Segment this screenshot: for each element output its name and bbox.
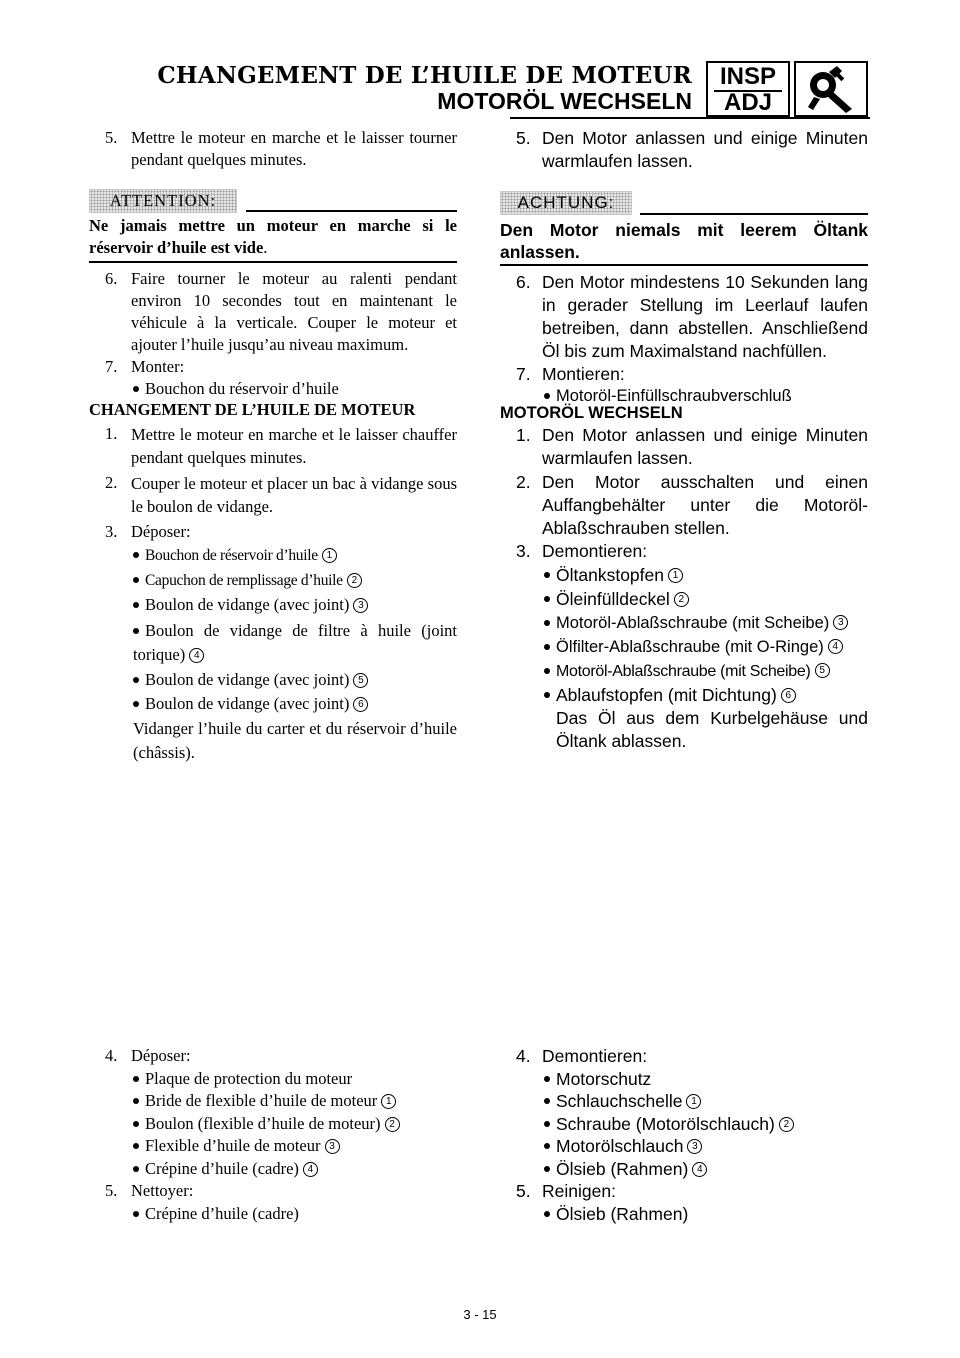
step-number: 5. xyxy=(105,1181,118,1200)
badge-bottom-text: ADJ xyxy=(723,89,772,116)
bullet xyxy=(544,572,550,578)
fr-step-7 xyxy=(105,356,457,378)
bullet xyxy=(133,602,139,608)
callout-number: 3 xyxy=(353,598,368,613)
item-text: Crépine d’huile (cadre) xyxy=(145,1159,299,1178)
step-text: Monter: xyxy=(131,357,185,376)
item-text: Flexible d’huile de moteur xyxy=(145,1136,321,1155)
callout-number: 2 xyxy=(779,1117,794,1132)
callout-number: 1 xyxy=(322,548,337,563)
callout-number: 1 xyxy=(381,1094,396,1109)
fr-step-6 xyxy=(105,268,457,356)
item-text: Bouchon de réservoir d’huile xyxy=(145,547,318,564)
bullet xyxy=(133,1211,139,1217)
list-item xyxy=(133,594,368,616)
step-text: Demontieren: xyxy=(542,541,648,561)
list-item xyxy=(544,588,689,611)
item-text: Motoröl-Ablaßschraube (mit Scheibe) xyxy=(556,614,830,632)
bullet xyxy=(544,596,550,602)
step-text: Mettre le moteur en marche et le laisser tourner pendant quelques minutes. xyxy=(131,128,457,169)
bullet xyxy=(133,1121,139,1127)
column-german xyxy=(500,127,868,1227)
bullet xyxy=(544,1166,550,1172)
item-text: Ablaufstopfen (mit Dichtung) xyxy=(556,685,777,705)
list-item xyxy=(133,1135,340,1157)
step-text: Den Motor ausschalten und einen Auffangbehälter unter die Motoröl-Ablaßschrauben stellen. xyxy=(542,472,868,538)
step-number: 5. xyxy=(105,128,118,147)
badge-top-text: INSP xyxy=(719,63,776,90)
step-text: Faire tourner le moteur au ralenti pendant environ 10 secondes tout en maintenant le véhicule à la verticale. Couper le moteur et ajouter l’huile jusqu’au niveau maximum. xyxy=(131,269,457,354)
bullet xyxy=(133,1143,139,1149)
list-item xyxy=(133,669,368,691)
caution-period: . xyxy=(263,238,268,257)
list-item xyxy=(133,619,457,667)
wrench-icon xyxy=(796,63,866,115)
callout-number: 4 xyxy=(303,1162,318,1177)
callout-number: 5 xyxy=(815,663,830,678)
bullet xyxy=(544,692,550,698)
item-text: Motorölschlauch xyxy=(556,1136,684,1156)
step-text: Couper le moteur et placer un bac à vidange sous le boulon de vidange. xyxy=(131,474,457,516)
item-text: Crépine d’huile (cadre) xyxy=(145,1204,299,1223)
item-text: Boulon de vidange (avec joint) xyxy=(145,595,350,614)
callout-number: 4 xyxy=(692,1162,707,1177)
callout-number: 3 xyxy=(833,615,848,630)
callout-number: 6 xyxy=(781,688,796,703)
insp-adj-badge xyxy=(706,61,790,117)
list-item xyxy=(544,636,843,659)
item-text: Plaque de protection du moteur xyxy=(145,1069,353,1088)
bullet xyxy=(544,1076,550,1082)
item-text: Boulon (flexible d’huile de moteur) xyxy=(145,1114,381,1133)
item-text: Boulon de vidange (avec joint) xyxy=(145,670,350,689)
step-text: Reinigen: xyxy=(542,1181,616,1201)
fr-clean-step-5 xyxy=(105,1180,457,1202)
de-clean-step-5 xyxy=(516,1180,868,1203)
item-text: Bouchon du réservoir d’huile xyxy=(145,379,339,398)
list-item xyxy=(133,1090,396,1112)
bullet xyxy=(544,393,550,399)
bullet xyxy=(133,628,139,634)
step-text: Nettoyer: xyxy=(131,1181,194,1200)
list-item xyxy=(133,570,362,592)
fr-caution-text xyxy=(89,215,457,259)
page-number: 3 - 15 xyxy=(463,1307,497,1322)
item-text: Boulon de vidange (avec joint) xyxy=(145,694,350,713)
fr-change-step-2 xyxy=(105,472,457,518)
list-item xyxy=(544,1090,701,1113)
list-item xyxy=(544,1113,794,1136)
de-step-6 xyxy=(516,271,868,363)
header-rule xyxy=(510,117,870,119)
step-number: 2. xyxy=(105,473,118,492)
fr-subheading: CHANGEMENT DE L’HUILE DE MOTEUR xyxy=(89,400,416,419)
de-caution-rule-bottom xyxy=(500,264,868,266)
step-text: Den Motor anlassen und einige Minuten warmlaufen lassen. xyxy=(542,128,868,171)
step-number: 6. xyxy=(105,269,118,288)
item-text: Ölsieb (Rahmen) xyxy=(556,1204,689,1224)
item-text: Ölsieb (Rahmen) xyxy=(556,1159,689,1179)
bullet xyxy=(544,1211,550,1217)
list-item xyxy=(544,564,683,587)
de-change-step-3 xyxy=(516,540,868,563)
de-change-step-1 xyxy=(516,424,868,470)
fr-caution-label: ATTENTION: xyxy=(89,189,237,213)
item-text: Capuchon de remplissage d’huile xyxy=(145,572,343,589)
bullet xyxy=(133,386,139,392)
item-text: Motorschutz xyxy=(556,1069,652,1089)
list-item xyxy=(133,1068,352,1090)
de-step-7 xyxy=(516,363,868,386)
fr-drain-note xyxy=(133,717,457,765)
callout-number: 2 xyxy=(347,573,362,588)
callout-number: 2 xyxy=(674,592,689,607)
list-item xyxy=(133,545,337,567)
step-text: Den Motor mindestens 10 Sekunden lang in gerader Stellung im Leerlauf laufen betreiben, dann abstellen. Anschließend Öl bis zum Maximalstand nachfüllen. xyxy=(542,272,868,361)
list-item xyxy=(544,612,848,635)
fr-change-step-1 xyxy=(105,423,457,469)
callout-number: 3 xyxy=(325,1139,340,1154)
callout-number: 3 xyxy=(687,1139,702,1154)
de-caution-rule-top xyxy=(640,213,868,215)
list-item xyxy=(544,1158,707,1181)
list-item xyxy=(133,693,368,715)
step-number: 6. xyxy=(516,272,531,292)
step-number: 4. xyxy=(105,1046,118,1065)
fr-caution-rule-bottom xyxy=(89,261,457,263)
page-title-de: MOTORÖL WECHSELN xyxy=(437,88,692,114)
callout-number: 6 xyxy=(353,697,368,712)
fr-remove-step-4 xyxy=(105,1045,457,1067)
fr-step-7-item xyxy=(133,378,339,400)
step-text: Déposer: xyxy=(131,522,191,541)
item-text: Ölfilter-Ablaßschraube (mit O-Ringe) xyxy=(556,638,824,656)
bullet xyxy=(544,668,550,674)
bullet xyxy=(544,1143,550,1149)
column-french xyxy=(89,127,457,1227)
list-item xyxy=(544,1068,651,1091)
fr-step-5 xyxy=(105,127,457,171)
callout-number: 1 xyxy=(686,1094,701,1109)
step-text: Demontieren: xyxy=(542,1046,648,1066)
de-caution-text: Den Motor niemals mit leerem Öltank anlassen. xyxy=(500,220,868,262)
page-title-fr: CHANGEMENT DE L’HUILE DE MOTEUR xyxy=(157,62,692,89)
item-text: Öltankstopfen xyxy=(556,565,664,585)
item-text: Motoröl-Ablaßschraube (mit Scheibe) xyxy=(556,663,811,680)
step-number: 7. xyxy=(516,364,531,384)
list-item xyxy=(544,684,796,707)
step-number: 7. xyxy=(105,357,118,376)
callout-number: 2 xyxy=(385,1117,400,1132)
item-text: Schraube (Motorölschlauch) xyxy=(556,1114,775,1134)
bullet xyxy=(133,552,139,558)
list-item xyxy=(544,1135,702,1158)
note-text: Vidanger l’huile du carter et du réservoir d’huile (châssis). xyxy=(133,719,457,762)
bullet xyxy=(544,1121,550,1127)
step-number: 2. xyxy=(516,472,531,492)
step-text: Montieren: xyxy=(542,364,625,384)
bullet xyxy=(133,677,139,683)
fr-change-step-3 xyxy=(105,521,457,543)
item-text: Schlauchschelle xyxy=(556,1091,683,1111)
callout-number: 4 xyxy=(189,648,204,663)
step-number: 3. xyxy=(516,541,531,561)
de-change-step-2 xyxy=(516,471,868,540)
list-item xyxy=(133,1203,299,1225)
bullet xyxy=(544,644,550,650)
de-step-5 xyxy=(516,127,868,173)
de-subheading: MOTORÖL WECHSELN xyxy=(500,404,683,422)
wrench-badge xyxy=(794,61,868,117)
de-drain-note: Das Öl aus dem Kurbelgehäuse und Öltank ablassen. xyxy=(556,708,868,751)
callout-number: 4 xyxy=(828,639,843,654)
bullet xyxy=(544,1098,550,1104)
list-item xyxy=(544,1203,688,1226)
fr-caution-rule-top xyxy=(246,210,457,212)
list-item xyxy=(133,1158,318,1180)
callout-number: 5 xyxy=(353,673,368,688)
item-text: Boulon de vidange de filtre à huile (joint torique) xyxy=(133,621,457,664)
step-text: Den Motor anlassen und einige Minuten warmlaufen lassen. xyxy=(542,425,868,468)
bullet xyxy=(544,620,550,626)
list-item xyxy=(133,1113,400,1135)
step-number: 5. xyxy=(516,1181,531,1201)
step-text: Mettre le moteur en marche et le laisser chauffer pendant quelques minutes. xyxy=(131,425,457,467)
step-number: 1. xyxy=(516,425,531,445)
item-text: Öleinfülldeckel xyxy=(556,589,670,609)
item-text: Bride de flexible d’huile de moteur xyxy=(145,1091,378,1110)
step-number: 4. xyxy=(516,1046,531,1066)
step-number: 3. xyxy=(105,522,118,541)
bullet xyxy=(133,1098,139,1104)
step-number: 1. xyxy=(105,424,118,443)
list-item xyxy=(544,660,830,683)
step-number: 5. xyxy=(516,128,531,148)
bullet xyxy=(133,1166,139,1172)
step-text: Déposer: xyxy=(131,1046,191,1065)
de-caution-label: ACHTUNG: xyxy=(500,191,632,215)
caution-body: Ne jamais mettre un moteur en marche si le réservoir d’huile est vide xyxy=(89,216,457,257)
de-remove-step-4 xyxy=(516,1045,868,1068)
callout-number: 1 xyxy=(668,568,683,583)
item-text: Motoröl-Einfüllschraubverschluß xyxy=(556,387,792,405)
bullet xyxy=(133,701,139,707)
bullet xyxy=(133,1076,139,1082)
bullet xyxy=(133,577,139,583)
